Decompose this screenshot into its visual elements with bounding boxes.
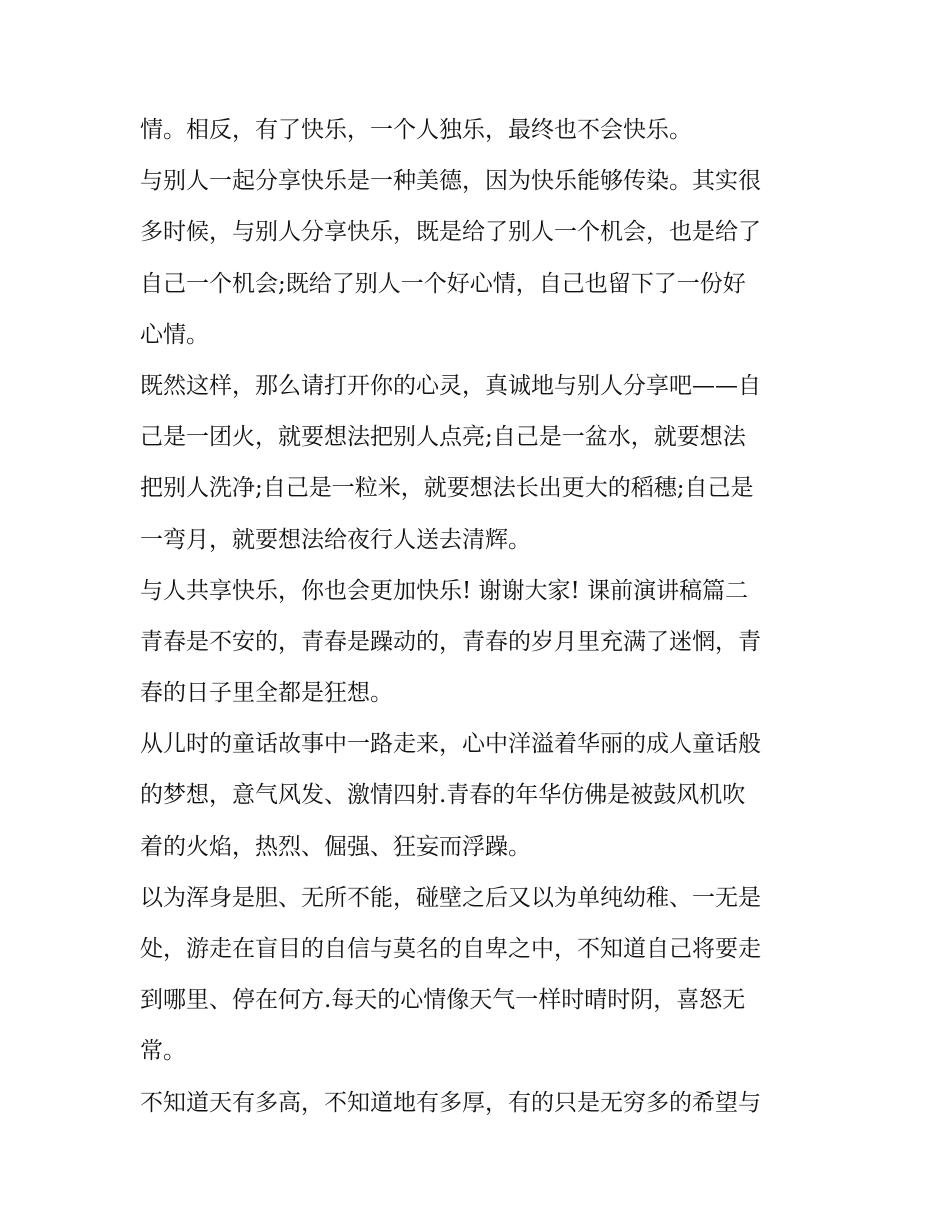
body-text: [140, 109, 820, 1133]
text-line: 的梦想，意气风发、激情四射.青春的年华仿佛是被鼓风机吹: [140, 782, 746, 809]
text-line: 着的火焰，热烈、倔强、狂妄而浮躁。: [140, 833, 531, 860]
text-line: 青春是不安的，青春是躁动的，青春的岁月里充满了迷惘，青: [140, 628, 761, 655]
text-line: 到哪里、停在何方.每天的心情像天气一样时晴时阴，喜怒无: [140, 987, 746, 1014]
text-line: 把别人洗净;自己是一粒米，就要想法长出更大的稻穗;自己是: [140, 475, 754, 502]
text-line: 既然这样，那么请打开你的心灵，真诚地与别人分享吧——自: [140, 372, 761, 399]
text-line: 不知道天有多高，不知道地有多厚，有的只是无穷多的希望与: [140, 1089, 761, 1116]
text-line: 处，游走在盲目的自信与莫名的自卑之中，不知道自己将要走: [140, 936, 761, 962]
text-line: 一弯月，就要想法给夜行人送去清辉。: [140, 526, 531, 553]
text-line: 与别人一起分享快乐是一种美德，因为快乐能够传染。其实很: [140, 168, 761, 195]
text-line: 情。相反，有了快乐，一个人独乐，最终也不会快乐。: [140, 117, 692, 143]
text-line: 与人共享快乐，你也会更加快乐! 谢谢大家! 课前演讲稿篇二: [140, 577, 749, 604]
text-line: 心情。: [140, 321, 209, 348]
text-line: 自己一个机会;既给了别人一个好心情，自己也留下了一份好: [140, 270, 746, 297]
text-line: 春的日子里全都是狂想。: [140, 680, 393, 707]
text-line: 以为浑身是胆、无所不能，碰壁之后又以为单纯幼稚、一无是: [140, 884, 761, 911]
text-line: 己是一团火，就要想法把别人点亮;自己是一盆水，就要想法: [140, 424, 746, 451]
text-line: 从儿时的童话故事中一路走来，心中洋溢着华丽的成人童话般: [140, 731, 761, 758]
text-line: 常。: [140, 1038, 186, 1065]
text-line: 多时候，与别人分享快乐，既是给了别人一个机会，也是给了: [140, 219, 761, 246]
